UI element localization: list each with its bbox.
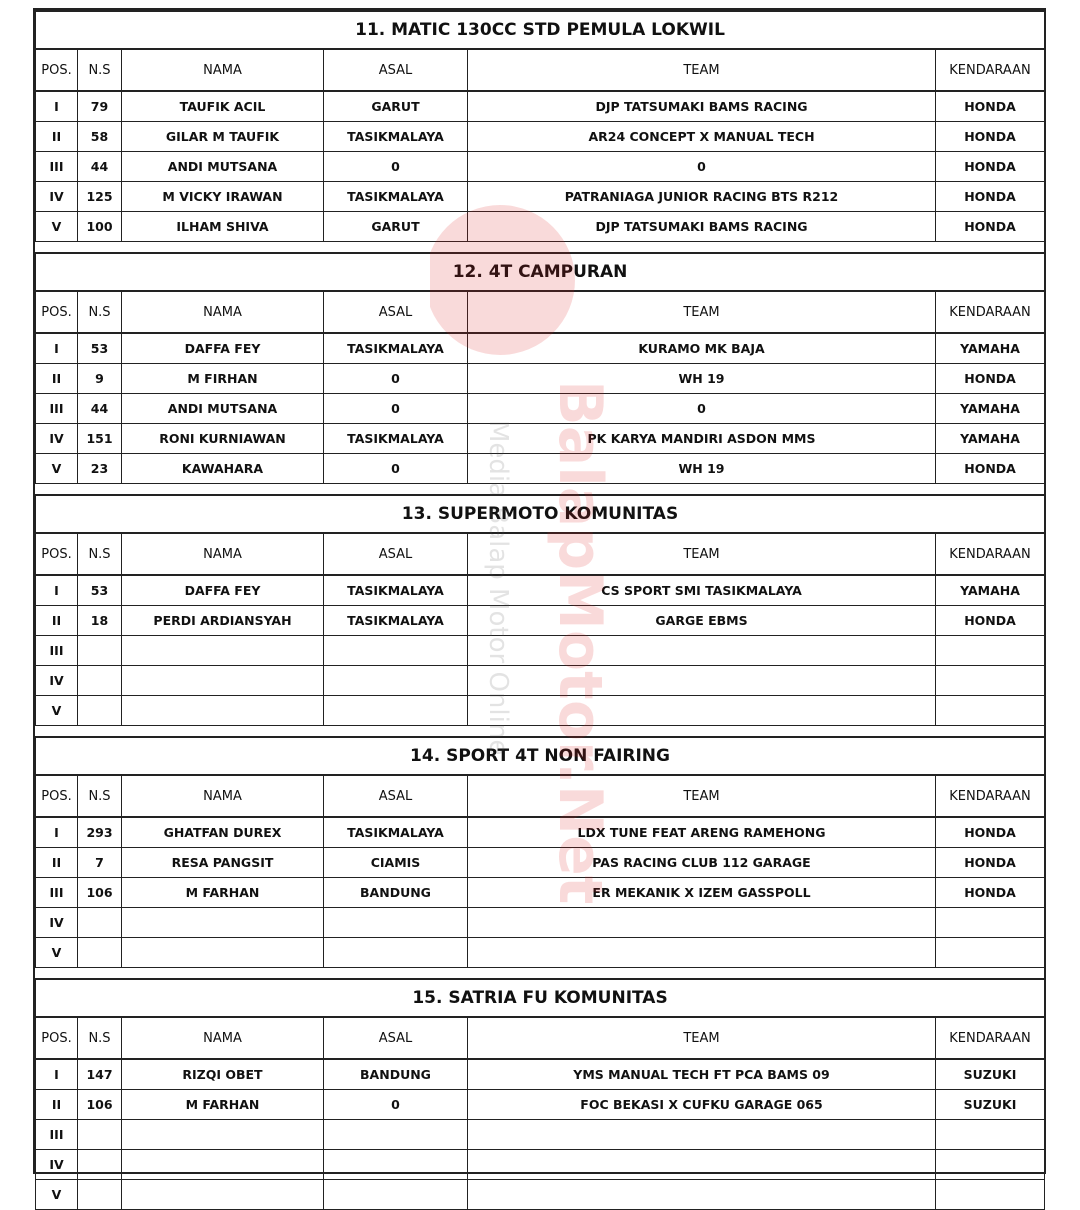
table-row: [36, 575, 1045, 606]
column-header-kendaraan: KENDARAAN: [936, 533, 1045, 575]
table-row: [36, 333, 1045, 364]
cell-team: [468, 1150, 936, 1180]
cell-team: CS SPORT SMI TASIKMALAYA: [468, 575, 936, 606]
table-row: [36, 636, 1045, 666]
cell-kendaraan: [936, 908, 1045, 938]
cell-ns: 23: [78, 454, 122, 484]
cell-kendaraan: HONDA: [936, 152, 1045, 182]
cell-ns: [78, 1180, 122, 1210]
table-row: [36, 212, 1045, 242]
cell-ns: 9: [78, 364, 122, 394]
section-title: 12. 4T CAMPURAN: [36, 253, 1045, 291]
cell-kendaraan: SUZUKI: [936, 1059, 1045, 1090]
cell-asal: 0: [324, 152, 468, 182]
cell-kendaraan: [936, 636, 1045, 666]
cell-ns: [78, 636, 122, 666]
cell-nama: [122, 1180, 324, 1210]
cell-ns: 53: [78, 333, 122, 364]
cell-pos: V: [36, 454, 78, 484]
cell-ns: 106: [78, 878, 122, 908]
cell-team: PK KARYA MANDIRI ASDON MMS: [468, 424, 936, 454]
column-header-nama: NAMA: [122, 1017, 324, 1059]
cell-pos: III: [36, 878, 78, 908]
column-header-pos: POS.: [36, 533, 78, 575]
cell-pos: V: [36, 212, 78, 242]
cell-ns: 79: [78, 91, 122, 122]
cell-asal: TASIKMALAYA: [324, 606, 468, 636]
column-header-ns: N.S: [78, 49, 122, 91]
cell-team: ER MEKANIK X IZEM GASSPOLL: [468, 878, 936, 908]
column-header-kendaraan: KENDARAAN: [936, 291, 1045, 333]
cell-nama: ILHAM SHIVA: [122, 212, 324, 242]
table-row: [36, 606, 1045, 636]
column-header-asal: ASAL: [324, 1017, 468, 1059]
table-row: [36, 696, 1045, 726]
cell-pos: I: [36, 333, 78, 364]
cell-kendaraan: HONDA: [936, 122, 1045, 152]
cell-pos: V: [36, 1180, 78, 1210]
cell-asal: [324, 908, 468, 938]
cell-kendaraan: [936, 696, 1045, 726]
table-row: [36, 938, 1045, 968]
table-row: [36, 817, 1045, 848]
cell-ns: [78, 938, 122, 968]
column-header-pos: POS.: [36, 291, 78, 333]
cell-asal: [324, 1180, 468, 1210]
cell-ns: 18: [78, 606, 122, 636]
cell-pos: II: [36, 364, 78, 394]
cell-pos: I: [36, 1059, 78, 1090]
cell-asal: [324, 1150, 468, 1180]
cell-pos: III: [36, 636, 78, 666]
results-table: [35, 978, 1045, 1210]
results-table: [35, 736, 1045, 968]
cell-kendaraan: HONDA: [936, 878, 1045, 908]
cell-kendaraan: HONDA: [936, 212, 1045, 242]
cell-kendaraan: HONDA: [936, 454, 1045, 484]
results-table: [35, 10, 1045, 242]
column-header-ns: N.S: [78, 1017, 122, 1059]
cell-pos: I: [36, 575, 78, 606]
cell-team: [468, 1180, 936, 1210]
cell-kendaraan: HONDA: [936, 817, 1045, 848]
cell-asal: [324, 666, 468, 696]
cell-asal: [324, 636, 468, 666]
cell-nama: M VICKY IRAWAN: [122, 182, 324, 212]
cell-pos: IV: [36, 182, 78, 212]
cell-nama: TAUFIK ACIL: [122, 91, 324, 122]
cell-nama: M FARHAN: [122, 878, 324, 908]
cell-ns: [78, 1120, 122, 1150]
table-row: [36, 394, 1045, 424]
table-row: [36, 91, 1045, 122]
cell-asal: 0: [324, 364, 468, 394]
cell-ns: 151: [78, 424, 122, 454]
section-title: 14. SPORT 4T NON FAIRING: [36, 737, 1045, 775]
cell-ns: [78, 666, 122, 696]
cell-kendaraan: SUZUKI: [936, 1090, 1045, 1120]
cell-nama: PERDI ARDIANSYAH: [122, 606, 324, 636]
cell-pos: II: [36, 848, 78, 878]
cell-pos: IV: [36, 666, 78, 696]
cell-nama: [122, 636, 324, 666]
cell-team: 0: [468, 394, 936, 424]
section-spacer: [35, 484, 1044, 494]
column-header-ns: N.S: [78, 533, 122, 575]
cell-asal: [324, 938, 468, 968]
column-header-team: TEAM: [468, 533, 936, 575]
cell-team: [468, 636, 936, 666]
column-header-pos: POS.: [36, 775, 78, 817]
column-header-kendaraan: KENDARAAN: [936, 775, 1045, 817]
table-row: [36, 666, 1045, 696]
cell-asal: GARUT: [324, 91, 468, 122]
cell-pos: III: [36, 1120, 78, 1150]
column-header-team: TEAM: [468, 49, 936, 91]
cell-ns: [78, 696, 122, 726]
cell-ns: 58: [78, 122, 122, 152]
table-row: [36, 1059, 1045, 1090]
section-spacer: [35, 726, 1044, 736]
cell-kendaraan: YAMAHA: [936, 333, 1045, 364]
column-header-asal: ASAL: [324, 291, 468, 333]
cell-asal: [324, 1120, 468, 1150]
section-title: 13. SUPERMOTO KOMUNITAS: [36, 495, 1045, 533]
cell-nama: GILAR M TAUFIK: [122, 122, 324, 152]
cell-pos: V: [36, 938, 78, 968]
cell-kendaraan: HONDA: [936, 848, 1045, 878]
cell-ns: 293: [78, 817, 122, 848]
cell-asal: 0: [324, 1090, 468, 1120]
table-row: [36, 848, 1045, 878]
table-row: [36, 454, 1045, 484]
cell-nama: M FIRHAN: [122, 364, 324, 394]
cell-nama: RESA PANGSIT: [122, 848, 324, 878]
cell-pos: II: [36, 1090, 78, 1120]
column-header-asal: ASAL: [324, 533, 468, 575]
cell-kendaraan: HONDA: [936, 91, 1045, 122]
cell-pos: I: [36, 817, 78, 848]
column-header-nama: NAMA: [122, 533, 324, 575]
cell-pos: V: [36, 696, 78, 726]
table-row: [36, 1180, 1045, 1210]
cell-kendaraan: YAMAHA: [936, 424, 1045, 454]
cell-ns: 125: [78, 182, 122, 212]
cell-nama: RONI KURNIAWAN: [122, 424, 324, 454]
table-row: [36, 182, 1045, 212]
column-header-team: TEAM: [468, 775, 936, 817]
cell-kendaraan: [936, 666, 1045, 696]
column-header-kendaraan: KENDARAAN: [936, 1017, 1045, 1059]
column-header-nama: NAMA: [122, 291, 324, 333]
table-row: [36, 908, 1045, 938]
cell-nama: DAFFA FEY: [122, 575, 324, 606]
section-title: 15. SATRIA FU KOMUNITAS: [36, 979, 1045, 1017]
cell-kendaraan: [936, 1180, 1045, 1210]
cell-nama: KAWAHARA: [122, 454, 324, 484]
cell-team: [468, 696, 936, 726]
table-row: [36, 364, 1045, 394]
cell-nama: ANDI MUTSANA: [122, 152, 324, 182]
cell-team: FOC BEKASI X CUFKU GARAGE 065: [468, 1090, 936, 1120]
cell-asal: [324, 696, 468, 726]
cell-asal: TASIKMALAYA: [324, 575, 468, 606]
table-row: [36, 424, 1045, 454]
cell-team: [468, 938, 936, 968]
column-header-team: TEAM: [468, 1017, 936, 1059]
cell-team: KURAMO MK BAJA: [468, 333, 936, 364]
cell-nama: [122, 908, 324, 938]
table-row: [36, 1150, 1045, 1180]
results-table: [35, 494, 1045, 726]
cell-nama: [122, 1120, 324, 1150]
cell-team: [468, 1120, 936, 1150]
cell-pos: I: [36, 91, 78, 122]
results-table: [35, 252, 1045, 484]
table-row: [36, 122, 1045, 152]
cell-ns: [78, 1150, 122, 1180]
cell-team: [468, 666, 936, 696]
cell-ns: 53: [78, 575, 122, 606]
cell-team: WH 19: [468, 364, 936, 394]
column-header-asal: ASAL: [324, 49, 468, 91]
cell-ns: 100: [78, 212, 122, 242]
cell-nama: M FARHAN: [122, 1090, 324, 1120]
column-header-asal: ASAL: [324, 775, 468, 817]
cell-team: DJP TATSUMAKI BAMS RACING: [468, 212, 936, 242]
cell-team: 0: [468, 152, 936, 182]
table-row: [36, 152, 1045, 182]
cell-nama: [122, 938, 324, 968]
cell-nama: [122, 696, 324, 726]
cell-pos: III: [36, 152, 78, 182]
cell-kendaraan: [936, 938, 1045, 968]
column-header-ns: N.S: [78, 291, 122, 333]
cell-ns: 44: [78, 394, 122, 424]
cell-asal: TASIKMALAYA: [324, 182, 468, 212]
cell-nama: ANDI MUTSANA: [122, 394, 324, 424]
cell-pos: II: [36, 606, 78, 636]
column-header-team: TEAM: [468, 291, 936, 333]
cell-nama: DAFFA FEY: [122, 333, 324, 364]
table-row: [36, 1120, 1045, 1150]
cell-ns: 106: [78, 1090, 122, 1120]
cell-pos: IV: [36, 1150, 78, 1180]
cell-asal: TASIKMALAYA: [324, 424, 468, 454]
table-row: [36, 878, 1045, 908]
cell-ns: 44: [78, 152, 122, 182]
cell-ns: [78, 908, 122, 938]
cell-asal: 0: [324, 394, 468, 424]
cell-ns: 7: [78, 848, 122, 878]
cell-pos: IV: [36, 424, 78, 454]
cell-asal: TASIKMALAYA: [324, 122, 468, 152]
column-header-nama: NAMA: [122, 775, 324, 817]
section-title: 11. MATIC 130CC STD PEMULA LOKWIL: [36, 11, 1045, 49]
section-spacer: [35, 968, 1044, 978]
cell-pos: II: [36, 122, 78, 152]
cell-team: PATRANIAGA JUNIOR RACING BTS R212: [468, 182, 936, 212]
column-header-pos: POS.: [36, 49, 78, 91]
column-header-nama: NAMA: [122, 49, 324, 91]
cell-kendaraan: HONDA: [936, 606, 1045, 636]
section-spacer: [35, 242, 1044, 252]
table-row: [36, 1090, 1045, 1120]
cell-team: DJP TATSUMAKI BAMS RACING: [468, 91, 936, 122]
results-document: [33, 8, 1046, 1202]
cell-ns: 147: [78, 1059, 122, 1090]
cell-asal: BANDUNG: [324, 878, 468, 908]
cell-asal: TASIKMALAYA: [324, 333, 468, 364]
cell-kendaraan: YAMAHA: [936, 575, 1045, 606]
cell-kendaraan: [936, 1120, 1045, 1150]
cell-pos: III: [36, 394, 78, 424]
cell-asal: CIAMIS: [324, 848, 468, 878]
cell-asal: BANDUNG: [324, 1059, 468, 1090]
cell-nama: GHATFAN DUREX: [122, 817, 324, 848]
cell-kendaraan: [936, 1150, 1045, 1180]
cell-team: AR24 CONCEPT X MANUAL TECH: [468, 122, 936, 152]
cell-kendaraan: YAMAHA: [936, 394, 1045, 424]
column-header-pos: POS.: [36, 1017, 78, 1059]
cell-kendaraan: HONDA: [936, 182, 1045, 212]
column-header-ns: N.S: [78, 775, 122, 817]
cell-team: GARGE EBMS: [468, 606, 936, 636]
cell-team: YMS MANUAL TECH FT PCA BAMS 09: [468, 1059, 936, 1090]
cell-team: PAS RACING CLUB 112 GARAGE: [468, 848, 936, 878]
cell-team: LDX TUNE FEAT ARENG RAMEHONG: [468, 817, 936, 848]
cell-asal: TASIKMALAYA: [324, 817, 468, 848]
cell-nama: RIZQI OBET: [122, 1059, 324, 1090]
cell-nama: [122, 1150, 324, 1180]
column-header-kendaraan: KENDARAAN: [936, 49, 1045, 91]
cell-team: WH 19: [468, 454, 936, 484]
cell-asal: 0: [324, 454, 468, 484]
cell-nama: [122, 666, 324, 696]
cell-pos: IV: [36, 908, 78, 938]
cell-team: [468, 908, 936, 938]
cell-kendaraan: HONDA: [936, 364, 1045, 394]
cell-asal: GARUT: [324, 212, 468, 242]
